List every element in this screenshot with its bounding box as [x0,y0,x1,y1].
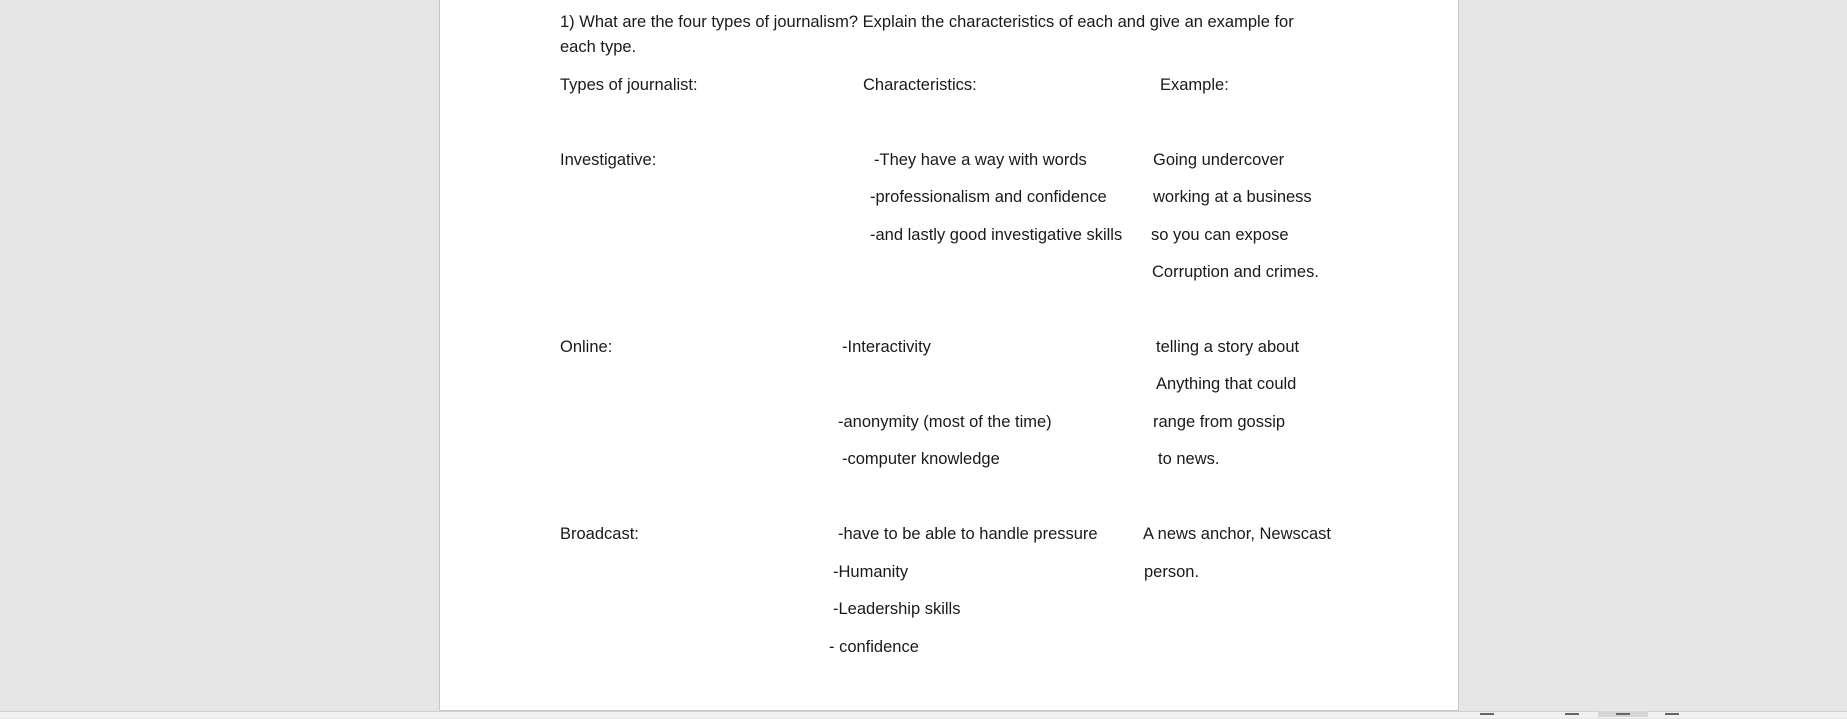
question-line-1: 1) What are the four types of journalism? Explain the characteristics of each and give an example for [560,13,1294,31]
broadcast-characteristic: -Humanity [833,563,909,581]
online-characteristic: -Interactivity [842,338,931,356]
question-line-2: each type. [560,38,637,56]
focus-mode-icon[interactable] [1480,713,1494,719]
investigative-example: Going undercover [1153,151,1285,169]
online-characteristic: -anonymity (most of the time) [838,413,1052,431]
investigative-example: Corruption and crimes. [1152,263,1319,281]
type-investigative: Investigative: [560,151,657,169]
header-characteristics: Characteristics: [863,76,977,94]
investigative-characteristic: -They have a way with words [874,151,1087,169]
investigative-example: working at a business [1153,188,1312,206]
broadcast-example: person. [1144,563,1200,581]
broadcast-characteristic: - confidence [829,638,919,656]
header-types: Types of journalist: [560,76,698,94]
print-layout-icon[interactable] [1616,713,1630,719]
investigative-characteristic: -and lastly good investigative skills [870,226,1123,244]
investigative-characteristic: -professionalism and confidence [870,188,1107,206]
investigative-example: so you can expose [1151,226,1289,244]
document-page[interactable] [439,0,1459,711]
broadcast-example: A news anchor, Newscast [1143,525,1332,543]
online-example: telling a story about [1156,338,1300,356]
type-broadcast: Broadcast: [560,525,639,543]
online-example: Anything that could [1156,375,1297,393]
web-layout-icon[interactable] [1665,713,1679,719]
online-example: range from gossip [1153,413,1286,431]
online-example: to news. [1158,450,1220,468]
broadcast-characteristic: -have to be able to handle pressure [838,525,1098,543]
read-mode-icon[interactable] [1565,713,1579,719]
header-example: Example: [1160,76,1229,94]
type-online: Online: [560,338,613,356]
broadcast-characteristic: -Leadership skills [833,600,961,618]
online-characteristic: -computer knowledge [842,450,1000,468]
